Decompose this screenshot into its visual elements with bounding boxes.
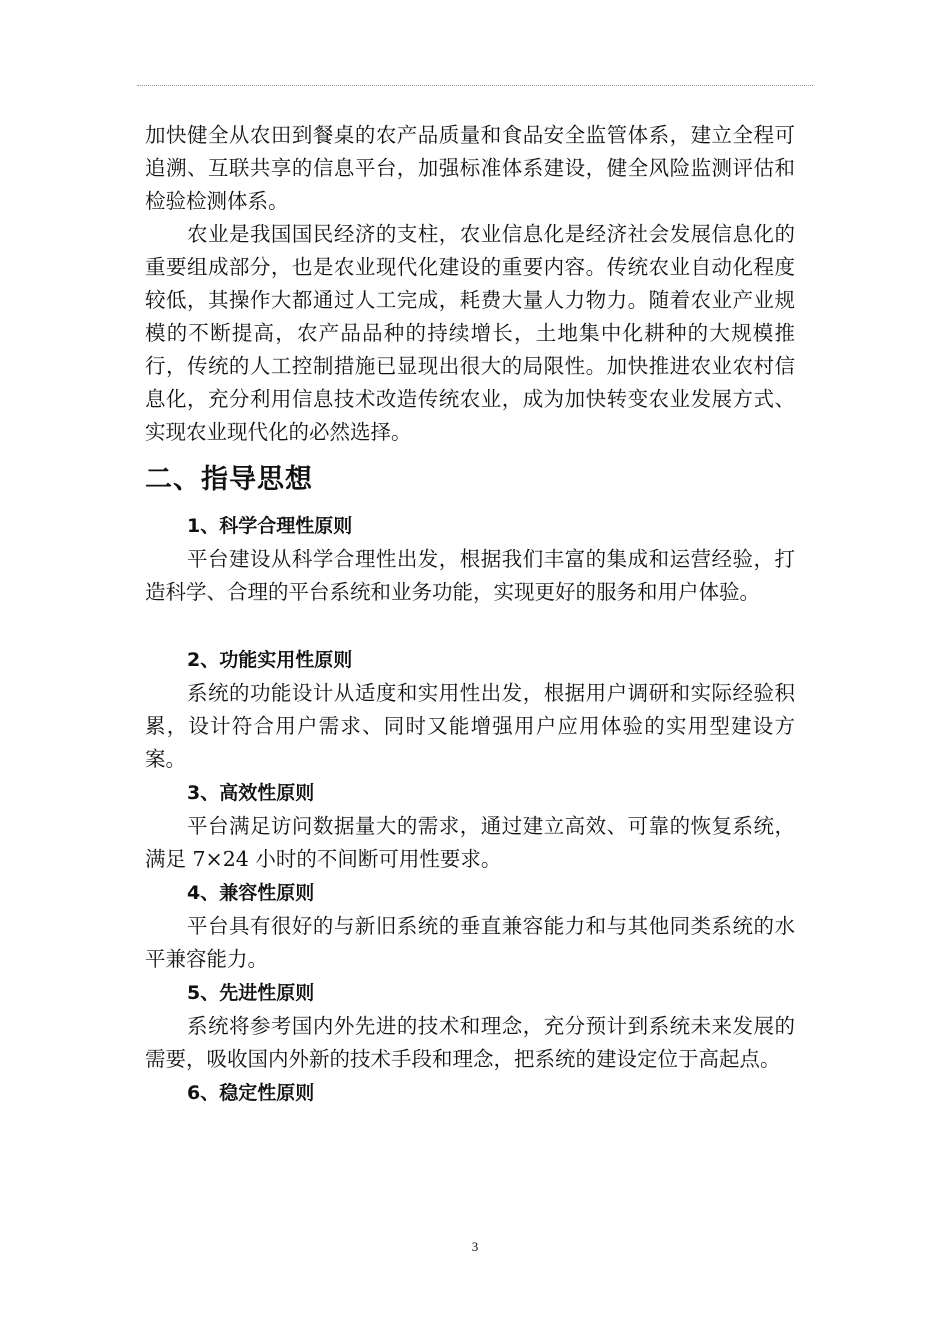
intro-paragraph-2: 农业是我国国民经济的支柱，农业信息化是经济社会发展信息化的重要组成部分，也是农业现代化建设的重要内容。传统农业自动化程度较低，其操作大都通过人工完成，耗费大量人力物力。随着农业产业规模的不断提高，农产品品种的持续增长，土地集中化耕种的大规模推行，传统的人工控制措施已显现出很大的局限性。加快推进农业农村信息化，充分利用信息技术改造传统农业，成为加快转变农业发展方式、实现农业现代化的必然选择。 [145,222,795,444]
principle-2-text: 系统的功能设计从适度和实用性出发，根据用户调研和实际经验积累，设计符合用户需求、同时又能增强用户应用体验的实用型建设方案。 [145,681,795,771]
page-number: 3 [471,1239,479,1254]
principle-1-text: 平台建设从科学合理性出发，根据我们丰富的集成和运营经验，打造科学、合理的平台系统和业务功能，实现更好的服务和用户体验。 [145,547,795,604]
principle-3-title: 3、高效性原则 [187,782,315,804]
blank-line [145,609,795,643]
principle-4-title: 4、兼容性原则 [187,882,315,904]
document-body [145,119,795,1110]
section-heading: 二、指导思想 [145,464,313,495]
header-rule [137,85,813,86]
principle-6-title: 6、稳定性原则 [187,1082,315,1104]
principle-5-text: 系统将参考国内外先进的技术和理念，充分预计到系统未来发展的需要，吸收国内外新的技术手段和理念，把系统的建设定位于高起点。 [145,1014,795,1071]
principle-3-text: 平台满足访问数据量大的需求，通过建立高效、可靠的恢复系统，满足 7×24 小时的不间断可用性要求。 [145,814,795,871]
principle-2-title: 2、功能实用性原则 [187,649,353,671]
principle-1-title: 1、科学合理性原则 [187,515,353,537]
intro-paragraph-1: 加快健全从农田到餐桌的农产品质量和食品安全监管体系，建立全程可追溯、互联共享的信息平台，加强标准体系建设，健全风险监测评估和检验检测体系。 [145,123,795,213]
principle-5-title: 5、先进性原则 [187,982,315,1004]
principle-4-text: 平台具有很好的与新旧系统的垂直兼容能力和与其他同类系统的水平兼容能力。 [145,914,795,971]
